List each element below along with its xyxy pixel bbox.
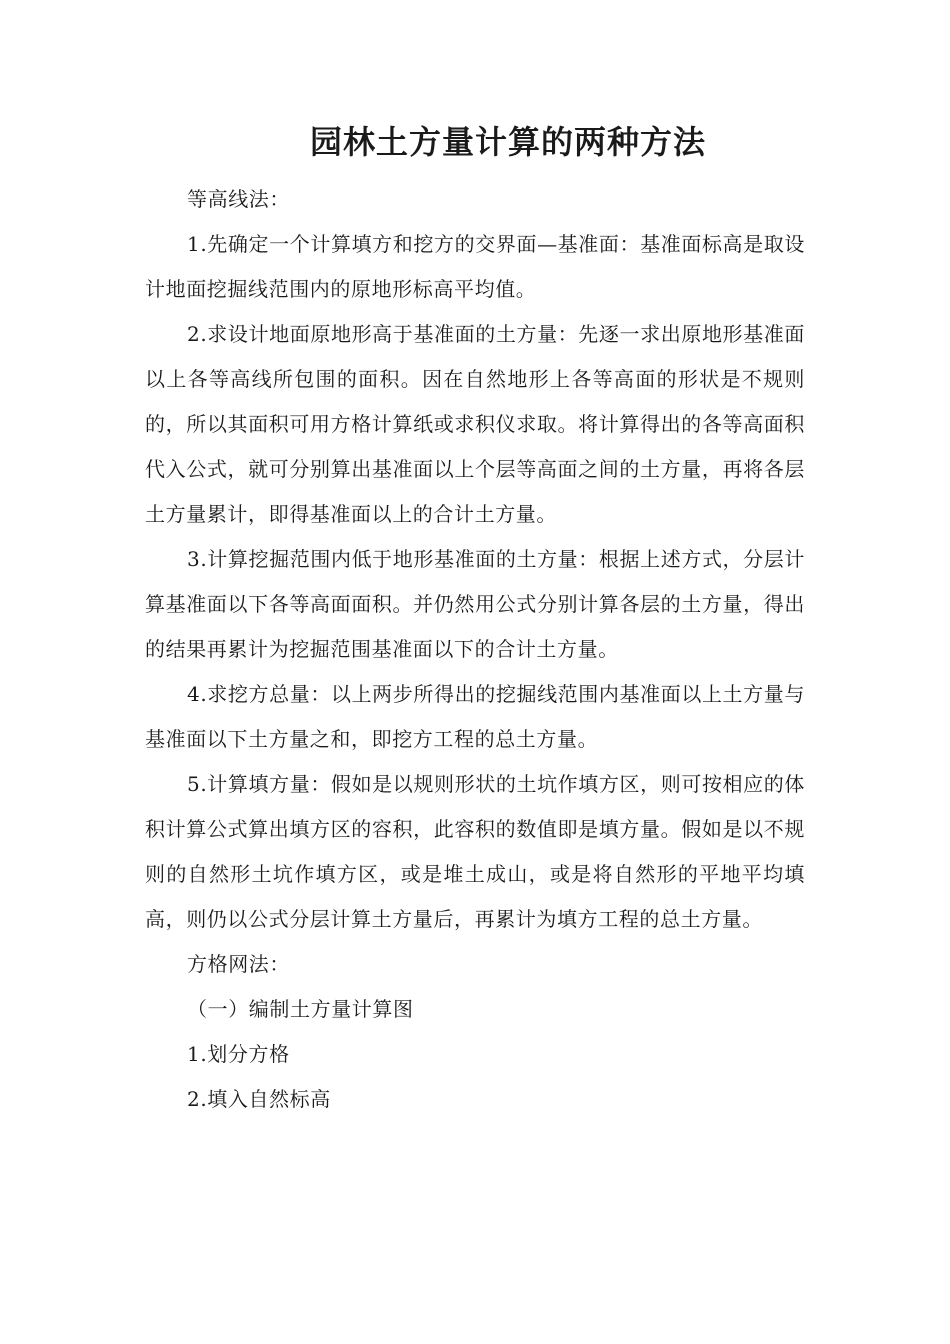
- paragraph-step-3: 3.计算挖掘范围内低于地形基准面的土方量：根据上述方式，分层计算基准面以下各等高面面积。并仍然用公式分别计算各层的土方量，得出的结果再累计为挖掘范围基准面以下的合计土方量。: [145, 547, 805, 661]
- paragraph-grid-section-1: （一）编制土方量计算图: [187, 997, 414, 1021]
- paragraph-grid-step-2: 2.填入自然标高: [187, 1087, 331, 1111]
- paragraph-step-1: 1.先确定一个计算填方和挖方的交界面—基准面：基准面标高是取设计地面挖掘线范围内的原地形标高平均值。: [145, 232, 805, 301]
- paragraph-step-4: 4.求挖方总量：以上两步所得出的挖掘线范围内基准面以上土方量与基准面以下土方量之和，即挖方工程的总土方量。: [145, 682, 805, 751]
- document-body: [145, 177, 805, 1122]
- paragraph-grid-step-1: 1.划分方格: [187, 1042, 290, 1066]
- document-title: 园林土方量计算的两种方法: [309, 123, 706, 161]
- paragraph-step-5: 5.计算填方量：假如是以规则形状的土坑作填方区，则可按相应的体积计算公式算出填方区的容积，此容积的数值即是填方量。假如是以不规则的自然形土坑作填方区，或是堆土成山，或是将自然形的平地平均填高，则仍以公式分层计算土方量后，再累计为填方工程的总土方量。: [145, 772, 805, 931]
- paragraph-step-2: 2.求设计地面原地形高于基准面的土方量：先逐一求出原地形基准面以上各等高线所包围的面积。因在自然地形上各等高面的形状是不规则的，所以其面积可用方格计算纸或求积仪求取。将计算得出的各等高面积代入公式，就可分别算出基准面以上个层等高面之间的土方量，再将各层土方量累计，即得基准面以上的合计土方量。: [145, 322, 805, 526]
- paragraph-contour-method-heading: 等高线法：: [187, 187, 290, 211]
- paragraph-grid-method-heading: 方格网法：: [187, 952, 290, 976]
